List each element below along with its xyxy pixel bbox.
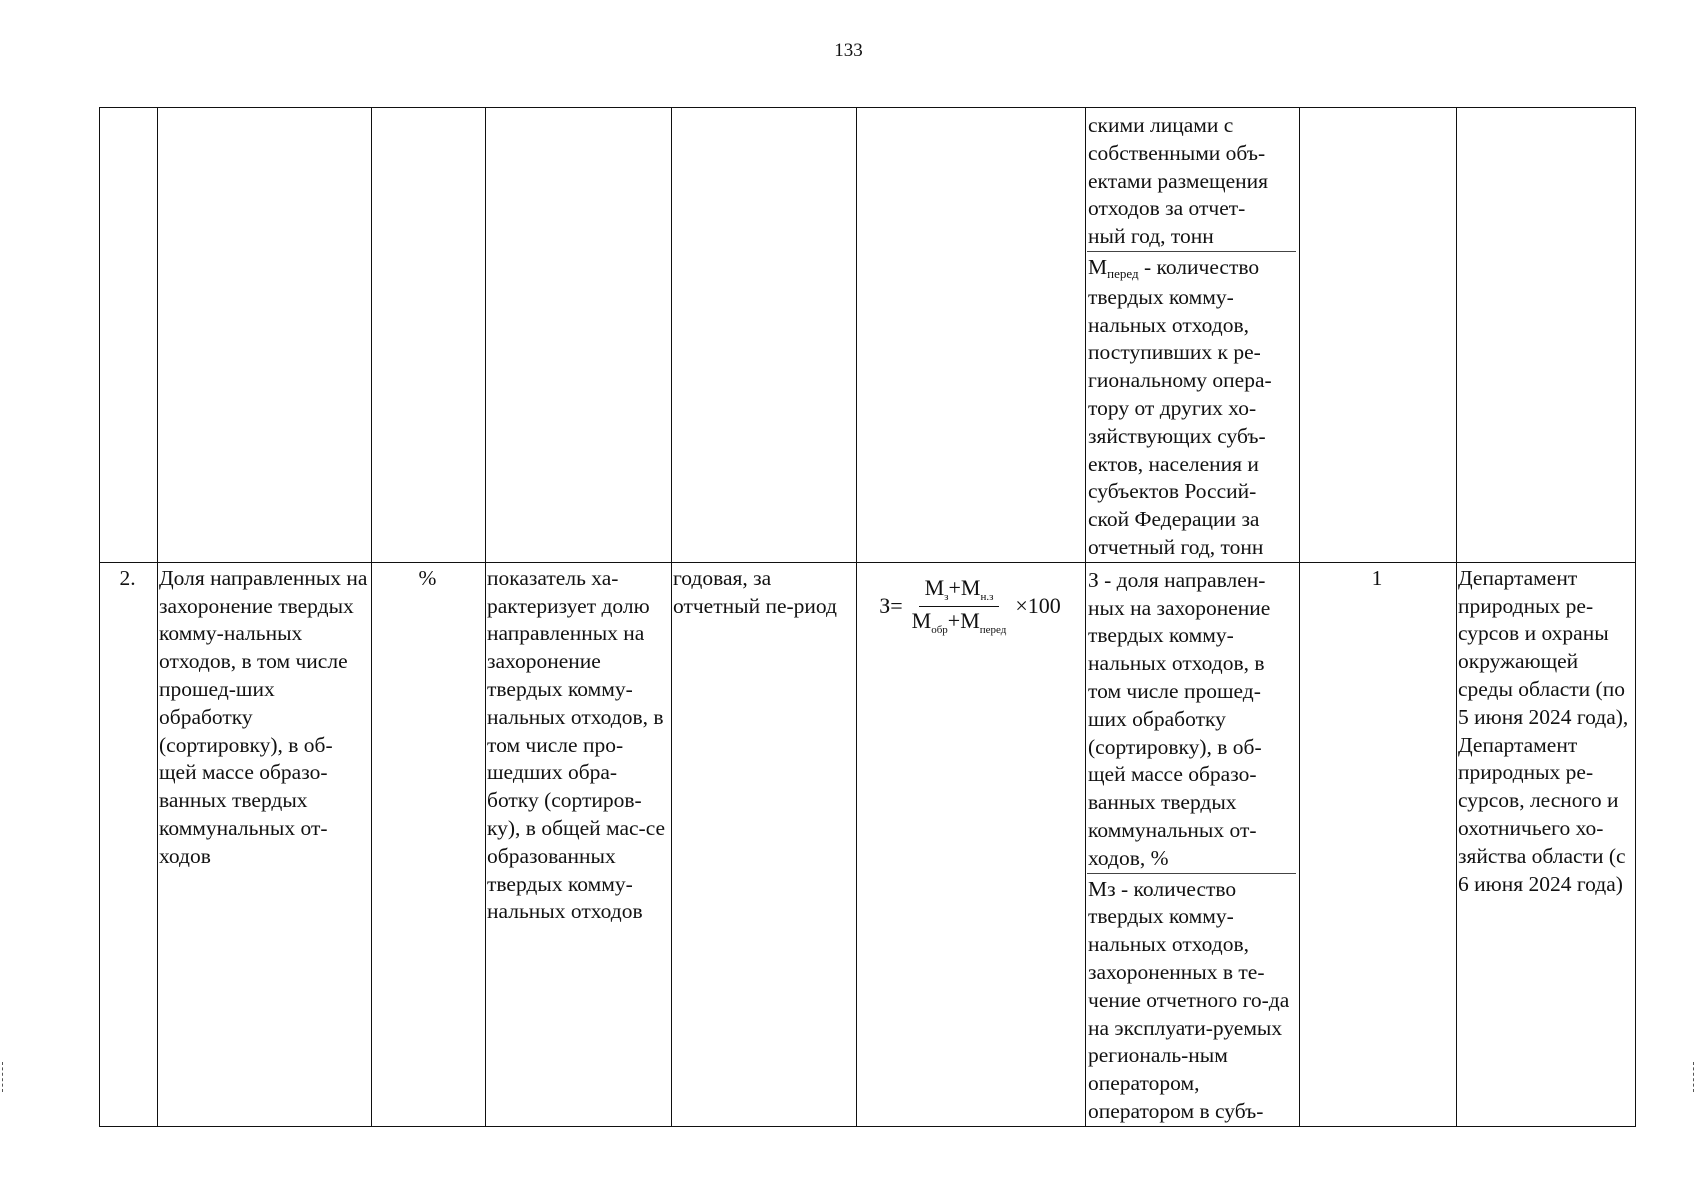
cell-formula-empty	[857, 108, 1086, 563]
num-b-sub: н.з	[980, 590, 994, 603]
den-a-sub: обр	[931, 623, 948, 636]
formula-lhs: З=	[879, 593, 903, 619]
unit: %	[372, 562, 486, 1126]
cell-description-empty	[486, 108, 672, 563]
indicator-name: Доля направленных на захоронение твердых комму-нальных отходов, в том числе прошед-ших обработку (сортировку), в об-щей массе образо-ванных твердых коммунальных от-ходов	[158, 562, 372, 1126]
den-plus: +	[947, 607, 961, 633]
scan-edge-mark-left	[2, 1062, 5, 1092]
target-value: 1	[1300, 562, 1457, 1126]
formula-multiplier: ×100	[1015, 593, 1061, 619]
vars-top-line-0: ским	[1088, 113, 1134, 137]
num-a: М	[924, 574, 945, 600]
variable-mz: Мз - количество твердых комму-нальных отходов, захороненных в те-чение отчетного го-да на эксплуати-руемых региональ-ным оператором, оператором в субъ-	[1087, 873, 1296, 1126]
cell-variables-continuation	[1086, 108, 1300, 563]
vars-top-line-4: отходов за отчет-	[1088, 196, 1246, 221]
den-b: М	[960, 607, 980, 633]
table-row-continuation	[100, 108, 1636, 563]
cell-variables	[1086, 562, 1300, 1126]
cell-periodicity-empty	[672, 108, 857, 563]
row-number: 2.	[100, 562, 158, 1126]
vars-top-line-1: и лицами с	[1133, 113, 1234, 137]
formula	[858, 575, 1082, 638]
var-m-pered-sub: перед	[1107, 265, 1139, 281]
den-b-sub: перед	[979, 623, 1007, 636]
var-m-pered-text: - количество твердых комму-нальных отходов, поступивших к ре-гиональному опера-тору от других хо-зяйствующих субъ-ектов, населения и субъектов Россий-ской Федерации за отчетный год, тонн	[1088, 254, 1272, 559]
num-a-sub: з	[944, 590, 949, 603]
formula-numerator	[919, 575, 1000, 607]
scan-edge-mark-right	[1693, 1062, 1696, 1092]
var-m-pered-symbol: М	[1088, 254, 1108, 279]
cell-number-empty	[100, 108, 158, 563]
formula-denominator	[906, 607, 1013, 638]
variable-z: З - доля направлен-ных на захоронение твердых комму-нальных отходов, в том числе прошед-ших обработку (сортировку), в об-щей массе образо-ванных твердых коммунальных от-ходов, %	[1088, 567, 1271, 870]
variable-tail-text	[1087, 110, 1296, 251]
vars-top-line-3: ектами размещения	[1088, 168, 1269, 193]
den-a: М	[911, 607, 932, 633]
periodicity: годовая, за отчетный пе-риод	[672, 562, 857, 1126]
cell-unit-empty	[372, 108, 486, 563]
num-b: М	[960, 574, 981, 600]
indicator-description: показатель ха-рактеризует долю направленных на захоронение твердых комму-нальных отходов, в том числе про-шедших обра-ботку (сортиров-ку), в общей мас-се образованных твердых комму-нальных отходов	[486, 562, 672, 1126]
vars-top-line-2: собственными объ-	[1088, 140, 1266, 165]
num-plus: +	[948, 574, 961, 600]
cell-target-empty	[1300, 108, 1457, 563]
formula-cell	[857, 562, 1086, 1126]
responsible-body: Департамент природных ре-сурсов и охраны окружающей среды области (по 5 июня 2024 года), Департамент природных ре-сурсов, лесного и охотничьего хо-зяйства области (с 6 июня 2024 года)	[1457, 562, 1636, 1126]
cell-responsible-empty	[1457, 108, 1636, 563]
page-number: 133	[834, 40, 863, 61]
table-row-2	[100, 562, 1636, 1126]
cell-name-empty	[158, 108, 372, 563]
indicator-table	[99, 107, 1636, 1127]
formula-fraction	[906, 575, 1013, 638]
vars-top-line-5: ный год, тонн	[1088, 224, 1214, 249]
variable-m-pered	[1087, 251, 1296, 562]
